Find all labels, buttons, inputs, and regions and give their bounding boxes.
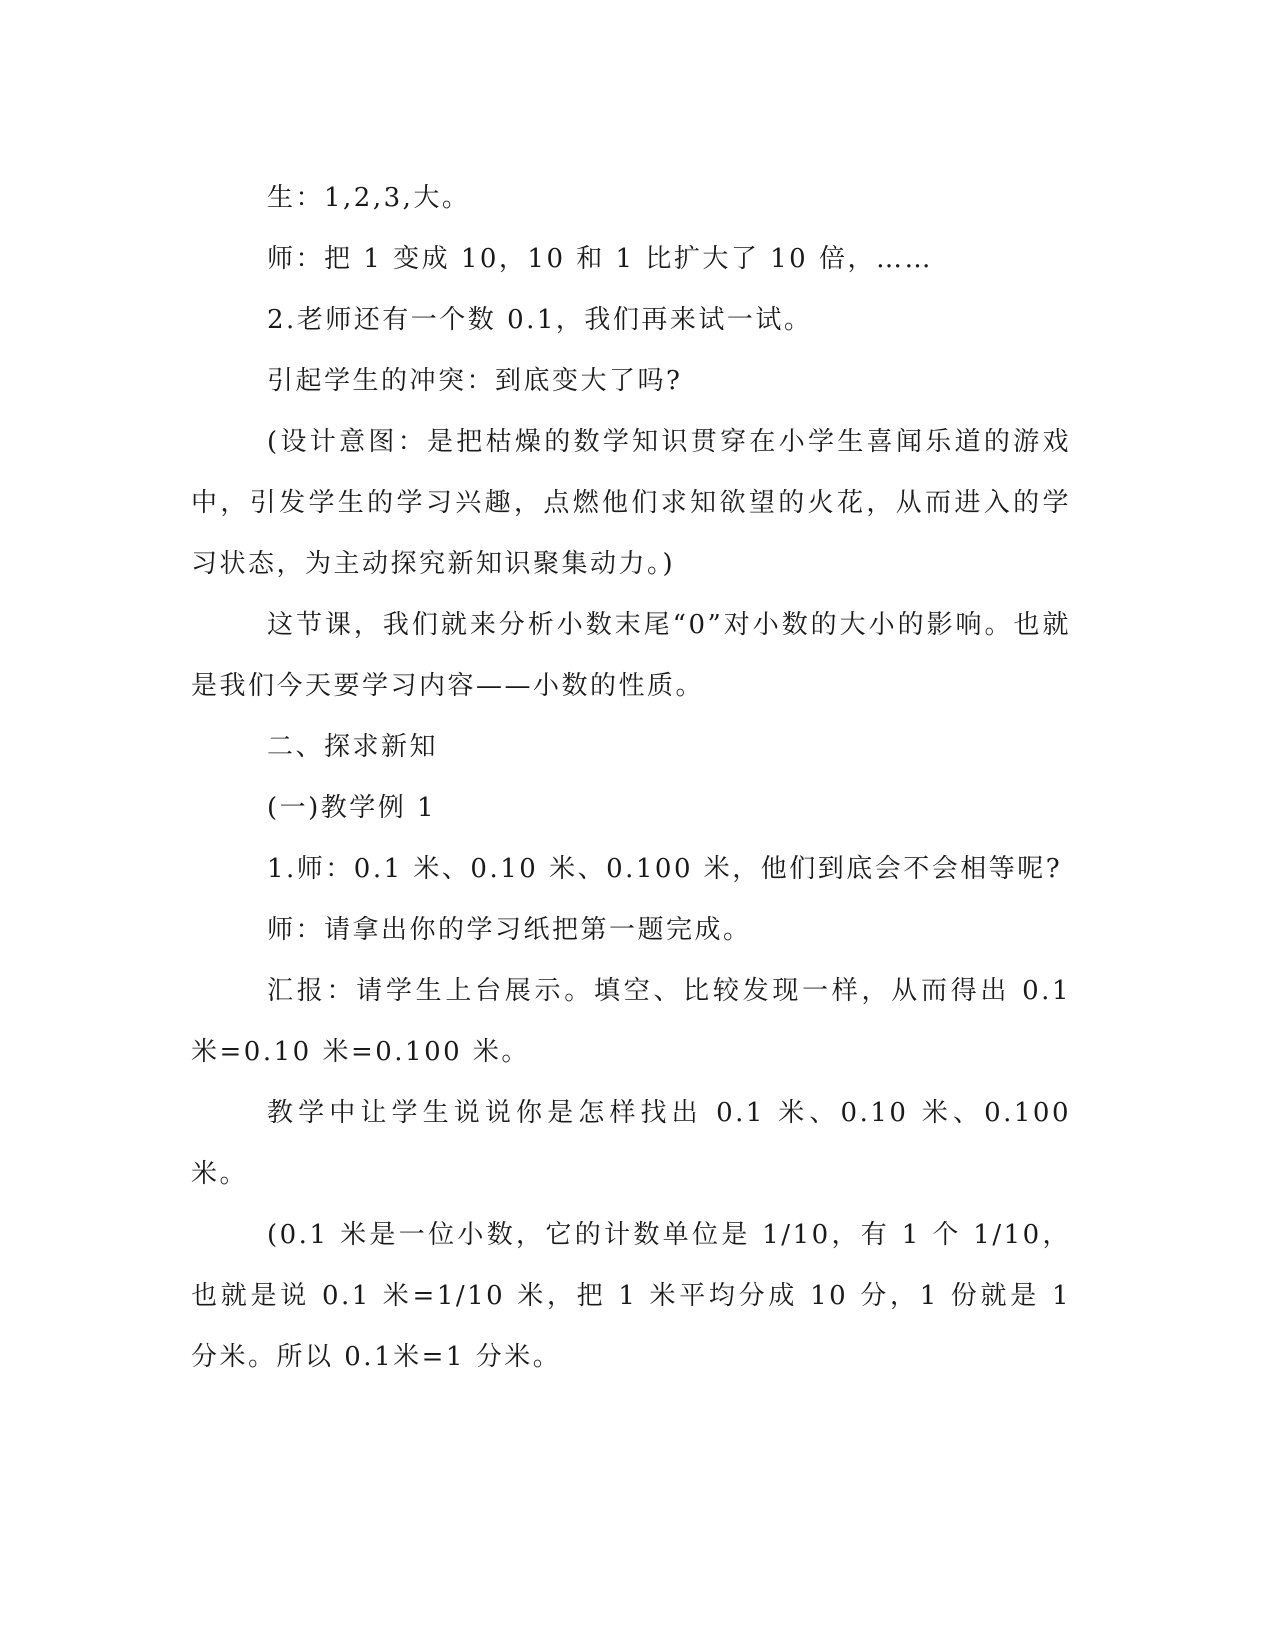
paragraph-lesson-intro: 这节课，我们就来分析小数末尾“0”对小数的大小的影响。也就是我们今天要学习内容——小数的性质。 xyxy=(191,610,1071,701)
document-body xyxy=(191,168,1071,1388)
paragraph-try-again: 2.老师还有一个数 0.1，我们再来试一试。 xyxy=(267,305,813,335)
paragraph-reasoning: (0.1 米是一位小数，它的计数单位是 1/10，有 1 个 1/10，也就是说 0.1 米=1/10 米，把 1 米平均分成 10 分，1 份就是 1 分米。所以 0.1米=1 分米。 xyxy=(191,1220,1071,1372)
section-heading: 二、探求新知 xyxy=(267,732,439,762)
paragraph-report: 汇报：请学生上台展示。填空、比较发现一样，从而得出 0.1 米=0.10 米=0.100 米。 xyxy=(191,976,1071,1067)
paragraph-conflict: 引起学生的冲突：到底变大了吗? xyxy=(267,366,683,396)
paragraph-worksheet: 师：请拿出你的学习纸把第一题完成。 xyxy=(267,915,752,945)
subsection-heading: (一)教学例 1 xyxy=(267,793,437,823)
paragraph-student-answer: 生：1,2,3,大。 xyxy=(267,183,471,213)
paragraph-explain: 教学中让学生说说你是怎样找出 0.1 米、0.10 米、0.100 米。 xyxy=(191,1098,1071,1189)
paragraph-teacher-expand: 师：把 1 变成 10，10 和 1 比扩大了 10 倍，…… xyxy=(267,244,933,274)
paragraph-design-intent: (设计意图：是把枯燥的数学知识贯穿在小学生喜闻乐道的游戏中，引发学生的学习兴趣，点燃他们求知欲望的火花，从而进入的学习状态，为主动探究新知识聚集动力。) xyxy=(191,427,1071,579)
paragraph-question: 1.师：0.1 米、0.10 米、0.100 米，他们到底会不会相等呢? xyxy=(267,854,1063,884)
